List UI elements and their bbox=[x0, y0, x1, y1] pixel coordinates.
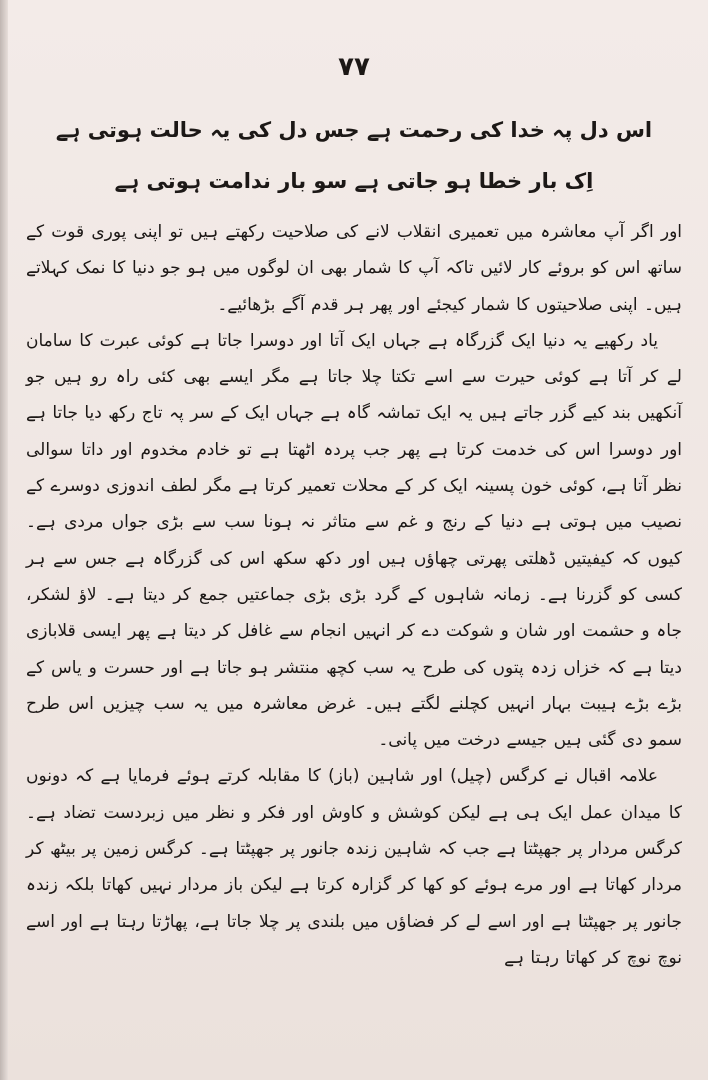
paragraph-3: علامہ اقبال نے کرگس (چیل) اور شاہین (باز) کا مقابلہ کرتے ہوئے فرمایا ہے کہ دونوں کا میدان عمل ایک ہی ہے لیکن کوشش و کاوش اور فکر و نظر میں زبردست تضاد ہے۔ کرگس مردار پر جھپٹتا ہے جب کہ شاہین زندہ جانور پر جھپٹتا ہے۔ کرگس زمین پر بیٹھ کر مردار کھاتا ہے اور مرے ہوئے کو کھا کر گزارہ کرتا ہے لیکن باز مردار نہیں کھاتا بلکہ زندہ جانور پر جھپٹتا ہے اور اسے لے کر فضاؤں میں بلندی پر چلا جاتا ہے، پھاڑتا رہتا ہے اور اسے نوچ نوچ کر کھاتا رہتا ہے bbox=[26, 766, 682, 968]
body-text bbox=[26, 214, 682, 976]
paragraph-2: یاد رکھیے یہ دنیا ایک گزرگاہ ہے جہاں ایک آتا اور دوسرا جاتا ہے کوئی عبرت کا سامان لے کر آتا ہے کوئی حیرت سے اسے تکتا چلا جاتا ہے مگر ایسے بھی کئی راہ رو ہیں جو آنکھیں بند کیے گزر جاتے ہیں یہ ایک تماشہ گاہ ہے جہاں ایک کے سر پہ تاج رکھ دیا جاتا ہے اور دوسرا اس کی خدمت کرتا ہے پھر جب پردہ اٹھتا ہے تو خادم مخدوم اور داتا سوالی نظر آتا ہے، کوئی خون پسینہ ایک کر کے محلات تعمیر کرتا ہے مگر لطف اندوزی دوسرے کے نصیب میں ہوتی ہے دنیا کے رنج و غم سے متاثر نہ ہونا سب سے بڑی جواں مردی ہے۔ کیوں کہ کیفیتیں ڈھلتی پھرتی چھاؤں ہیں اور دکھ سکھ اس کی گزرگاہ ہے جس سے ہر کسی کو گزرنا ہے۔ زمانہ شاہوں کے گرد بڑی بڑی جماعتیں جمع کر دیتا ہے۔ لاؤ لشکر، جاہ و حشمت اور شان و شوکت دے کر انہیں انجام سے غافل کر دیتا ہے پھر ایسی قلابازی دیتا ہے کہ خزاں زدہ پتوں کی طرح یہ سب کچھ منتشر ہو جاتا ہے اور حسرت و یاس کے بڑے بڑے ہیبت بہار انہیں کچلنے لگتے ہیں۔ غرض معاشرہ میں یہ سب چیزیں اس طرح سمو دی گئی ہیں جیسے درخت میں پانی۔ bbox=[26, 330, 682, 751]
paragraph-1: اور اگر آپ معاشرہ میں تعمیری انقلاب لانے کی صلاحیت رکھتے ہیں تو اپنی پوری قوت کے ساتھ اس کو بروئے کار لائیں تاکہ آپ کا شمار بھی ان لوگوں میں ہو جو دنیا کا نمک کہلاتے ہیں۔ اپنی صلاحیتوں کا شمار کیجئے اور پھر ہر قدم آگے بڑھائیے۔ bbox=[26, 222, 682, 315]
verse-line-1: اس دل پہ خدا کی رحمت ہے جس دل کی یہ حالت ہوتی ہے bbox=[55, 118, 653, 142]
page-edge-shadow bbox=[0, 0, 8, 1080]
verse-line-2: اِک بار خطا ہو جاتی ہے سو بار ندامت ہوتی ہے bbox=[114, 169, 594, 193]
page-number: ۷۷ bbox=[338, 52, 370, 82]
